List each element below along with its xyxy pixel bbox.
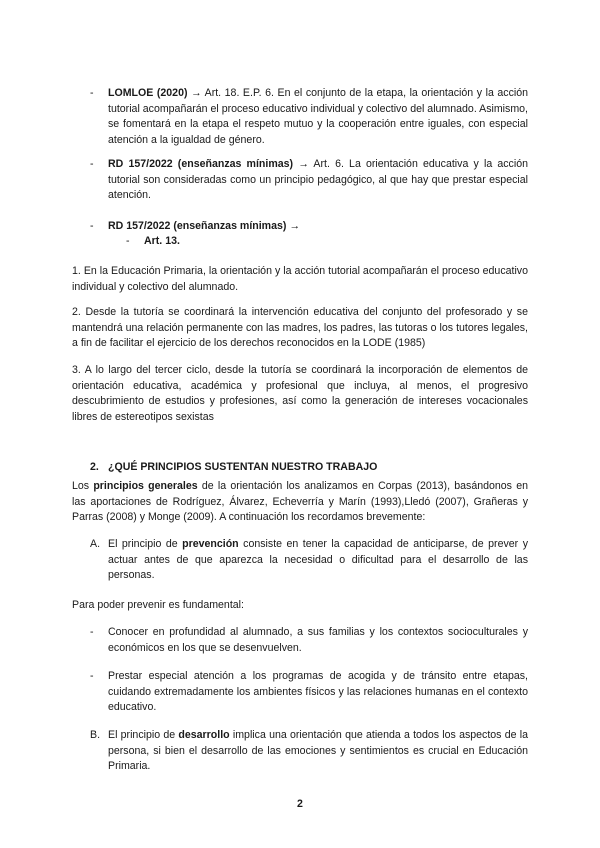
prevent-bullet-1 <box>90 625 528 656</box>
principle-bold: prevención <box>182 538 239 550</box>
intro-pre: Los <box>72 480 94 492</box>
bullet-lomloe <box>90 86 528 148</box>
principle-bold: desarrollo <box>178 729 230 741</box>
bullet-bold-title: LOMLOE (2020) <box>108 87 188 99</box>
intro-post: de la orientación los analizamos en Corpas (2013), basándonos en las aportaciones de Rodríguez, Álvarez, Echeverría y Marín (1993),Lledó (2007), Grañeras y Parras (2008) y Monge (2009). A continuación los recordamos brevemente: <box>72 480 528 524</box>
paragraph-1: 1. En la Educación Primaria, la orientación y la acción tutorial acompañarán el proceso educativo individual y colectivo del alumnado. <box>72 265 528 293</box>
principle-post: implica una orientación que atienda a todos los aspectos de la persona, si bien el desarrollo de las emociones y sentimientos es crucial en Educación Primaria. <box>108 729 528 773</box>
prevent-intro: Para poder prevenir es fundamental: <box>72 599 244 611</box>
principle-pre: El principio de <box>108 538 183 550</box>
principle-post: consiste en tener la capacidad de anticiparse, de prever y actuar antes de que aparezca la necesidad o dificultad para el desarrollo de las personas. <box>108 538 528 582</box>
section-number: 2. <box>90 461 99 473</box>
bullet-bold-title: RD 157/2022 (enseñanzas mínimas) <box>108 220 287 232</box>
bullet-rd-art6 <box>90 157 528 204</box>
principle-pre: El principio de <box>108 729 179 741</box>
paragraph-3: 3. A lo largo del tercer ciclo, desde la tutoría se coordinará la incorporación de elementos de orientación educativa, académica y profesional que incluya, al menos, el progresivo descubrimiento de estudios y profesiones, así como la generación de intereses vocacionales libres de estereotipos sexistas <box>72 364 528 423</box>
bullet-rd-art13 <box>90 219 528 235</box>
bullet-dash: - <box>90 626 94 638</box>
sub-item-text: Art. 13. <box>144 235 180 247</box>
bullet-dash: - <box>90 158 94 170</box>
bullet-text: Art. 18. E.P. 6. En el conjunto de la etapa, la orientación y la acción tutorial acompañarán el proceso educativo individual y colectivo del alumnado. Asimismo, se fomentará en la etapa el respeto mutuo y la cooperación entre iguales, con especial atención a la igualdad de género. <box>108 87 529 146</box>
bullet-dash: - <box>90 87 94 99</box>
principle-b <box>90 728 528 775</box>
principle-letter: B. <box>90 729 101 741</box>
bullet-dash: - <box>90 220 94 232</box>
arrow-glyph: → <box>286 220 300 232</box>
page-number: 2 <box>297 798 303 810</box>
arrow-glyph: → <box>187 87 205 99</box>
sub-item-art13 <box>126 234 180 250</box>
bullet-text: Conocer en profundidad al alumnado, a sus familias y los contextos socioculturales y económicos en los que se desenvuelven. <box>108 626 528 654</box>
arrow-glyph: → <box>293 158 314 170</box>
prevent-bullet-2 <box>90 669 528 716</box>
bullet-text: Art. 6. La orientación educativa y la acción tutorial son consideradas como un principio pedagógico, al que hay que prestar especial atención. <box>108 158 528 202</box>
section-title: ¿QUÉ PRINCIPIOS SUSTENTAN NUESTRO TRABAJO <box>108 461 378 473</box>
section-heading <box>90 460 377 476</box>
intro-paragraph <box>72 479 528 526</box>
principle-a <box>90 537 528 584</box>
sub-bullet-dash: - <box>126 235 130 247</box>
bullet-dash: - <box>90 670 94 682</box>
paragraph-2: 2. Desde la tutoría se coordinará la intervención educativa del conjunto del profesorado y se mantendrá una relación permanente con las madres, los padres, las tutoras o los tutores legales, a fin de facilitar el ejercicio de los derechos reconocidos en la LODE (1985) <box>72 306 528 350</box>
bullet-text: Prestar especial atención a los programas de acogida y de tránsito entre etapas, cuidando extremadamente los ambientes físicos y las relaciones humanas en el contexto educativo. <box>108 670 528 714</box>
principle-letter: A. <box>90 538 101 550</box>
bullet-bold-title: RD 157/2022 (enseñanzas mínimas) <box>108 158 294 170</box>
intro-bold: principios generales <box>93 480 198 492</box>
